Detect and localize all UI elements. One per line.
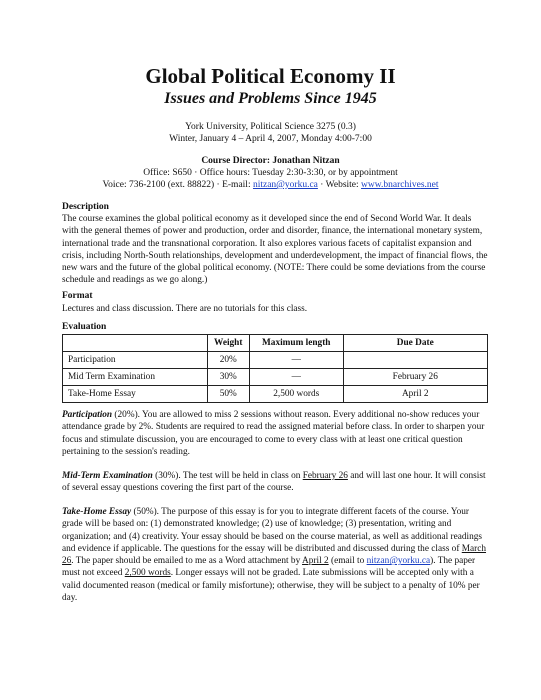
essay-paragraph — [62, 506, 488, 604]
column-header — [63, 335, 208, 352]
table-cell: — — [250, 369, 344, 386]
essay-text-3: (email to — [328, 556, 367, 567]
midterm-text: The test will be held in class on — [182, 471, 303, 481]
participation-label: Participation — [62, 410, 113, 420]
table-cell: 30% — [207, 369, 250, 386]
column-header: Weight — [207, 335, 250, 352]
table-cell — [343, 352, 488, 369]
university-line: York University, Political Science 3275 (0.3) — [185, 122, 356, 132]
midterm-pct: (30%). — [152, 471, 183, 481]
essay-text-4: ). The paper must not exceed — [62, 556, 476, 579]
format-heading: Format — [62, 291, 93, 301]
participation-text: You are allowed to miss 2 sessions without reason. Every additional no-show reduces your attendance grade by 2%. Students are required to read the assigned material before class. In order to sharpen your focus and stimulate discussion, you are encouraged to come to every class with at least one critical question pertaining to the session's reading. — [62, 410, 485, 457]
table-row — [63, 352, 488, 369]
table-cell: 20% — [207, 352, 250, 369]
description-text: The course examines the global political economy as it developed since the end of Second World War. It deals with the general themes of power and production, order and disorder, finance, the international monetary system, international trade and the transnational corporation. It also explores various facets of capitalist expansion and crisis, including North-South relationships, development and underdevelopment, the impact of financial flows, the new wars and the future of the global political economy. (NOTE: There could be some deviations from the course schedule and readings as we go along.) — [62, 214, 488, 286]
midterm-label: Mid-Term Examination — [62, 471, 153, 481]
essay-label: Take-Home Essay — [62, 507, 132, 517]
table-cell: April 2 — [343, 386, 488, 403]
table-cell: Participation — [63, 352, 208, 369]
website-label: · Website: — [317, 180, 362, 190]
evaluation-table — [62, 334, 488, 403]
table-cell: — — [250, 352, 344, 369]
column-header: Due Date — [343, 335, 488, 352]
director-line: Course Director: Jonathan Nitzan — [201, 156, 340, 166]
midterm-date: February 26 — [302, 471, 348, 481]
participation-pct: (20%). — [112, 410, 142, 420]
evaluation-heading: Evaluation — [62, 322, 107, 332]
email-link[interactable]: nitzan@yorku.ca — [252, 180, 318, 190]
column-header: Maximum length — [250, 335, 344, 352]
table-row — [63, 386, 488, 403]
website-link[interactable]: www.bnarchives.net — [361, 180, 439, 190]
essay-word-limit: 2,500 words — [124, 568, 171, 579]
office-line: Office: S650 · Office hours: Tuesday 2:30-3:30, or by appointment — [143, 168, 398, 178]
table-header-row — [63, 335, 488, 352]
table-cell: 50% — [207, 386, 250, 403]
essay-pct: (50%). — [131, 507, 162, 517]
essay-email-link[interactable]: nitzan@yorku.ca — [366, 556, 431, 567]
essay-text: The purpose of this essay is for you to integrate different facets of the course. Your grade will be based on: (1) demonstrated knowledge; (2) use of knowledge; (3) presentation, writing and organization; and (4) creativity. Your essay should be based on the course material, as well as additional readings and evidence if applicable. The questions for the essay will be distributed and discussed during the class of — [62, 507, 483, 554]
table-cell: February 26 — [343, 369, 488, 386]
term-line: Winter, January 4 – April 4, 2007, Monday 4:00-7:00 — [169, 134, 372, 144]
table-cell: Take-Home Essay — [63, 386, 208, 403]
midterm-paragraph — [62, 470, 488, 495]
table-cell: Mid Term Examination — [63, 369, 208, 386]
contact-line — [0, 179, 541, 191]
voice-text: Voice: 736-2100 (ext. 88822) · E-mail: — [102, 180, 253, 190]
essay-text-2: . The paper should be emailed to me as a Word attachment by — [71, 556, 303, 567]
essay-text-5: . Longer essays will not be graded. Late submissions will be accepted only with a valid documented reason (medical or family misfortune); otherwise, they will be subject to a penalty of 10% per day. — [62, 568, 480, 604]
table-cell: 2,500 words — [250, 386, 344, 403]
table-row — [63, 369, 488, 386]
course-title: Global Political Economy II — [145, 64, 396, 88]
midterm-text-2: and will last one hour. It will consist of several essay questions covering the first part of the course. — [62, 471, 486, 494]
format-text: Lectures and class discussion. There are no tutorials for this class. — [62, 304, 308, 314]
description-heading: Description — [62, 202, 109, 212]
essay-discussion-date: March 26 — [62, 543, 487, 567]
essay-due-date: April 2 — [302, 556, 329, 567]
participation-paragraph — [62, 409, 488, 458]
course-subtitle: Issues and Problems Since 1945 — [164, 90, 377, 107]
